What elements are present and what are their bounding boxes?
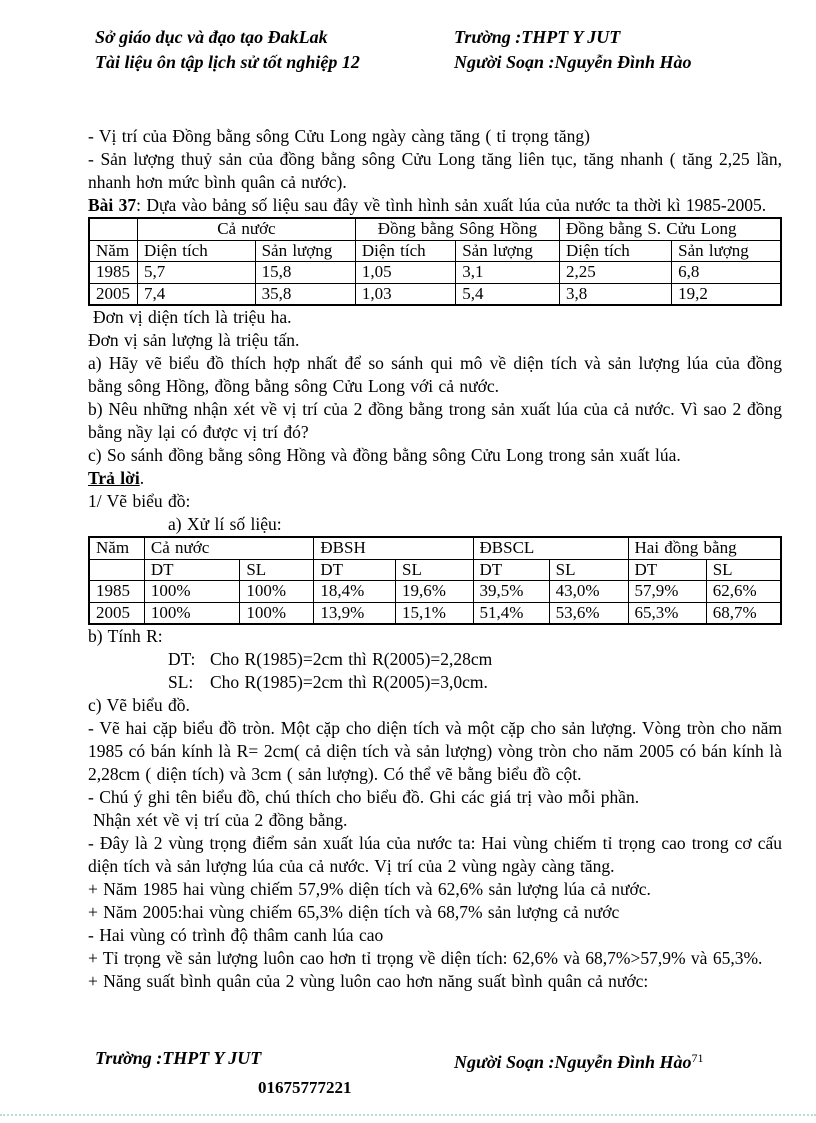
- remark-2005: + Năm 2005:hai vùng chiếm 65,3% diện tích và 68,7% sản lượng cả nước: [88, 902, 620, 922]
- table-cell: 100%: [144, 581, 239, 603]
- rice-table-group-ca-nuoc: Cả nước: [137, 218, 355, 240]
- footer-author: Người Soạn :Nguyễn Đình Hào: [454, 1052, 692, 1072]
- table-cell: 1,05: [355, 262, 455, 284]
- table-cell: 1985: [89, 581, 144, 603]
- pct-table-group-ca-nuoc: Cả nước: [144, 537, 314, 559]
- pct-table-header-sl4: SL: [706, 559, 781, 581]
- rice-table-header-sl1: Sản lượng: [255, 240, 355, 262]
- note-draw-pie-charts: - Vẽ hai cặp biểu đồ tròn. Một cặp cho diện tích và một cặp cho sản lượng. Vòng tròn cho năm 1985 có bán kính là R= 2cm( cả diện tích và sản lượng) vòng tròn cho năm 2005 có bán kính là 2,28cm ( diện tích) và 3cm ( sản lượng). Có thể vẽ bằng biểu đồ cột.: [88, 718, 782, 784]
- table-cell: 51,4%: [473, 602, 549, 624]
- pct-table-header-dt3: DT: [473, 559, 549, 581]
- header-left-block: [88, 25, 454, 75]
- table-cell: 2005: [89, 602, 144, 624]
- table-cell: 53,6%: [549, 602, 628, 624]
- pct-table-empty-cell: [89, 559, 144, 581]
- table-cell: 100%: [240, 602, 314, 624]
- percentage-table-body: [89, 581, 781, 625]
- document-body: [88, 125, 782, 993]
- table-cell: 68,7%: [706, 602, 781, 624]
- rice-table-group-dbsh: Đồng bằng Sông Hồng: [355, 218, 559, 240]
- header-department: Sở giáo dục và đạo tạo ĐakLak: [95, 27, 328, 47]
- table-row: [89, 262, 781, 284]
- rice-production-table: [88, 217, 782, 306]
- table-row: [89, 581, 781, 603]
- footer-author-line: [454, 1046, 703, 1075]
- pct-table-header-sl2: SL: [396, 559, 474, 581]
- bai37-text: : Dựa vào bảng số liệu sau đây về tình hình sản xuất lúa của nước ta thời kì 1985-2005.: [136, 195, 767, 215]
- unit-output-note: Đơn vị sản lượng là triệu tấn.: [88, 330, 300, 350]
- remark-trong-diem: - Đây là 2 vùng trọng điểm sản xuất lúa của nước ta: Hai vùng chiếm tỉ trọng cao trong cơ cấu diện tích và sản lượng lúa của cả nước. Vị trí của 2 vùng ngày càng tăng.: [88, 833, 782, 876]
- table-cell: 3,1: [456, 262, 560, 284]
- table-cell: 7,4: [137, 283, 255, 305]
- percentage-table-group-row: [89, 537, 781, 559]
- answer-step1: 1/ Vẽ biểu đồ:: [88, 491, 191, 511]
- page-bottom-divider: [0, 1114, 816, 1116]
- rice-table-head: [89, 218, 781, 262]
- table-cell: 5,4: [456, 283, 560, 305]
- table-cell: 2,25: [560, 262, 672, 284]
- rice-table-header-dt3: Diện tích: [560, 240, 672, 262]
- footer-school: Trường :THPT Y JUT: [95, 1048, 262, 1068]
- table-cell: 5,7: [137, 262, 255, 284]
- tinh-r-sl-label: SL:: [168, 672, 194, 692]
- table-row: [89, 283, 781, 305]
- question-a: a) Hãy vẽ biểu đồ thích hợp nhất để so sánh qui mô về diện tích và sản lượng lúa của đồng bằng sông Hồng, đồng bằng sông Cửu Long với cả nước.: [88, 353, 782, 396]
- header-doc-title: Tài liệu ôn tập lịch sử tốt nghiệp 12: [95, 52, 360, 72]
- pct-table-header-nam: Năm: [89, 537, 144, 559]
- unit-area-note: Đơn vị diện tích là triệu ha.: [93, 307, 292, 327]
- tinh-r-dt-text: Cho R(1985)=2cm thì R(2005)=2,28cm: [210, 649, 493, 669]
- table-cell: 19,2: [672, 283, 781, 305]
- pct-table-header-dt2: DT: [314, 559, 396, 581]
- rice-table-header-sl3: Sản lượng: [672, 240, 781, 262]
- table-cell: 1985: [89, 262, 137, 284]
- rice-table-group-dbscl: Đồng bằng S. Cửu Long: [560, 218, 781, 240]
- rice-table-header-nam: Năm: [89, 240, 137, 262]
- tinh-r-sl-text: Cho R(1985)=2cm thì R(2005)=3,0cm.: [210, 672, 488, 692]
- table-cell: 19,6%: [396, 581, 474, 603]
- pct-table-group-hai-dong-bang: Hai đồng bằng: [628, 537, 781, 559]
- table-cell: 15,1%: [396, 602, 474, 624]
- table-row: [89, 602, 781, 624]
- answer-heading-dot: .: [139, 468, 145, 488]
- table-cell: 100%: [240, 581, 314, 603]
- table-cell: 57,9%: [628, 581, 706, 603]
- paragraph-bai37: [88, 194, 782, 217]
- pct-table-group-dbsh: ĐBSH: [314, 537, 473, 559]
- document-footer: [88, 1046, 782, 1100]
- rice-table-header-dt2: Diện tích: [355, 240, 455, 262]
- percentage-table: [88, 536, 782, 625]
- table-cell: 15,8: [255, 262, 355, 284]
- table-cell: 43,0%: [549, 581, 628, 603]
- paragraph-san-luong-thuy-san: - Sản lượng thuỷ sản của đồng bằng sông Cửu Long tăng liên tục, tăng nhanh ( tăng 2,25 lần, nhanh hơn mức bình quân cả nước).: [88, 149, 782, 192]
- percentage-table-head: [89, 537, 781, 581]
- header-author: Người Soạn :Nguyễn Đình Hào: [454, 52, 692, 72]
- table-cell: 1,03: [355, 283, 455, 305]
- percentage-table-subheader-row: [89, 559, 781, 581]
- pct-table-header-dt1: DT: [144, 559, 239, 581]
- header-right-block: [454, 25, 691, 75]
- remark-1985: + Năm 1985 hai vùng chiếm 57,9% diện tích và 62,6% sản lượng lúa cả nước.: [88, 879, 651, 899]
- tinh-r-dt-label: DT:: [168, 649, 196, 669]
- question-c: c) So sánh đồng bằng sông Hồng và đồng bằng sông Cửu Long trong sản xuất lúa.: [88, 445, 681, 465]
- table-cell: 62,6%: [706, 581, 781, 603]
- table-cell: 100%: [144, 602, 239, 624]
- table-cell: 2005: [89, 283, 137, 305]
- rice-table-group-row: [89, 218, 781, 240]
- header-school: Trường :THPT Y JUT: [454, 27, 621, 47]
- table-cell: 3,8: [560, 283, 672, 305]
- footer-phone: 01675777221: [258, 1078, 352, 1097]
- rice-table-subheader-row: [89, 240, 781, 262]
- remark-tham-canh: - Hai vùng có trình độ thâm canh lúa cao: [88, 925, 384, 945]
- tinh-r-dt-line: [88, 648, 782, 671]
- rice-table-header-sl2: Sản lượng: [456, 240, 560, 262]
- ve-bieu-do-heading: c) Vẽ biểu đồ.: [88, 695, 190, 715]
- table-cell: 65,3%: [628, 602, 706, 624]
- table-cell: 39,5%: [473, 581, 549, 603]
- bai37-label: Bài 37: [88, 195, 137, 215]
- note-chart-labels: - Chú ý ghi tên biểu đồ, chú thích cho biểu đồ. Ghi các giá trị vào mỗi phần.: [88, 787, 640, 807]
- rice-table-body: [89, 262, 781, 306]
- table-cell: 35,8: [255, 283, 355, 305]
- answer-step1a: a) Xử lí số liệu:: [168, 514, 282, 534]
- pct-table-header-dt4: DT: [628, 559, 706, 581]
- tinh-r-sl-line: [88, 671, 782, 694]
- remarks-title: Nhận xét về vị trí của 2 đồng bằng.: [93, 810, 348, 830]
- answer-heading-text: Trả lời: [88, 468, 140, 488]
- table-cell: 18,4%: [314, 581, 396, 603]
- paragraph-vi-tri: - Vị trí của Đồng bằng sông Cửu Long ngày càng tăng ( tỉ trọng tăng): [88, 126, 590, 146]
- question-b: b) Nêu những nhận xét về vị trí của 2 đồng bằng trong sản xuất lúa của cả nước. Vì sao 2 đồng bằng nầy lại có được vị trí đó?: [88, 399, 782, 442]
- document-header: [88, 25, 782, 75]
- pct-table-header-sl3: SL: [549, 559, 628, 581]
- tinh-r-heading: b) Tính R:: [88, 626, 163, 646]
- remark-nang-suat: + Năng suất bình quân của 2 vùng luôn cao hơn năng suất bình quân cả nước:: [88, 971, 649, 991]
- footer-row: [88, 1046, 782, 1075]
- pct-table-group-dbscl: ĐBSCL: [473, 537, 628, 559]
- rice-table-corner-cell: [89, 218, 137, 240]
- table-cell: 13,9%: [314, 602, 396, 624]
- pct-table-header-sl1: SL: [240, 559, 314, 581]
- page-number: 71: [691, 1051, 704, 1065]
- rice-table-header-dt1: Diện tích: [137, 240, 255, 262]
- table-cell: 6,8: [672, 262, 781, 284]
- answer-heading: [88, 467, 782, 490]
- remark-ti-trong: + Tỉ trọng về sản lượng luôn cao hơn tỉ trọng về diện tích: 62,6% và 68,7%>57,9% và 65,3%.: [88, 948, 763, 968]
